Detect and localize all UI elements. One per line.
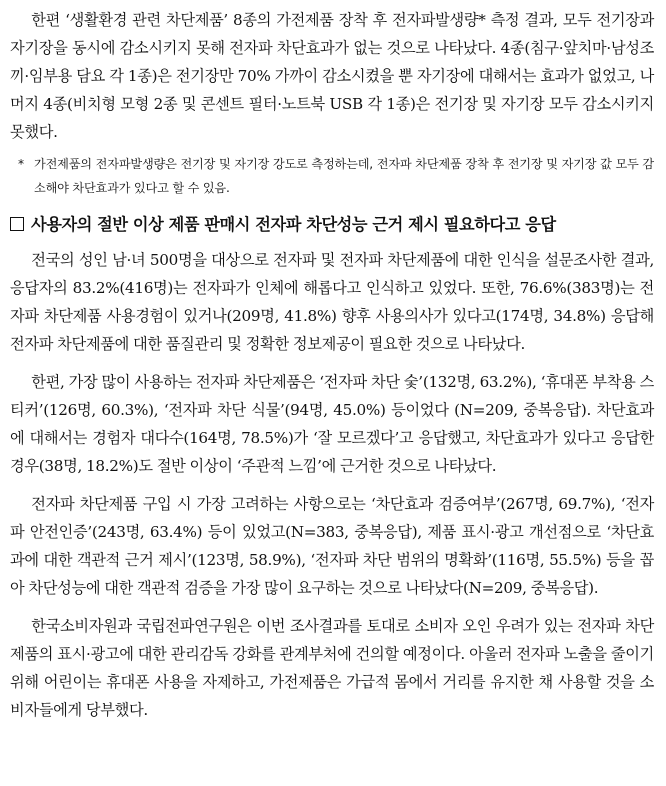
intro-paragraph: 한편 ‘생활환경 관련 차단제품’ 8종의 가전제품 장착 후 전자파발생량* 측정 결과, 모두 전기장과 자기장을 동시에 감소시키지 못해 전자파 차단효과가 없는 것으로 나타났다. 4종(침구·앞치마·남성조끼·임부용 담요 각 1종)은 전기장만 70% 가까이 감소시켰을 뿐 자기장에 대해서는 효과가 없었고, 나머지 4종(비치형 모형 2종 및 콘센트 필터·노트북 USB 각 1종)은 전기장 및 자기장 모두 감소시키지 못했다. <box>10 11 654 141</box>
purchase-criteria-paragraph: 전자파 차단제품 구입 시 가장 고려하는 사항으로는 ‘차단효과 검증여부’(267명, 69.7%), ‘전자파 안전인증’(243명, 63.4%) 등이 있었고(N=383, 중복응답), 제품 표시·광고 개선점으로 ‘차단효과에 대한 객관적 근거 제시’(123명, 58.9%), ‘전자파 차단 범위의 명확화’(116명, 55.5%) 등을 꼽아 차단성능에 대한 객관적 검증을 가장 많이 요구하는 것으로 나타났다(N=209, 중복응답). <box>10 495 654 597</box>
section-heading <box>10 210 654 240</box>
footnote-mark: * <box>18 157 24 171</box>
conclusion-paragraph: 한국소비자원과 국립전파연구원은 이번 조사결과를 토대로 소비자 오인 우려가 있는 전자파 차단제품의 표시·광고에 대한 관리감독 강화를 관계부처에 건의할 예정이다. 아울러 전자파 노출을 줄이기 위해 어린이는 휴대폰 사용을 자제하고, 가전제품은 가급적 몸에서 거리를 유지한 채 사용할 것을 소비자들에게 당부했다. <box>10 617 654 719</box>
usage-paragraph: 한편, 가장 많이 사용하는 전자파 차단제품은 ‘전자파 차단 숯’(132명, 63.2%), ‘휴대폰 부착용 스티커’(126명, 60.3%), ‘전자파 차단 식물’(94명, 45.0%) 등이었다 (N=209, 중복응답). 차단효과에 대해서는 경험자 대다수(164명, 78.5%)가 ‘잘 모르겠다’고 응답했고, 차단효과가 있다고 응답한 경우(38명, 18.2%)도 절반 이상이 ‘주관적 느낌’에 근거한 것으로 나타났다. <box>10 373 654 475</box>
footnote-text: 가전제품의 전자파발생량은 전기장 및 자기장 강도로 측정하는데, 전자파 차단제품 장착 후 전기장 및 자기장 값 모두 감소해야 차단효과가 있다고 할 수 있음. <box>34 157 654 195</box>
footnote <box>10 152 654 200</box>
section-heading-text: 사용자의 절반 이상 제품 판매시 전자파 차단성능 근거 제시 필요하다고 응답 <box>31 215 556 234</box>
heading-checkbox-marker <box>10 217 24 231</box>
survey-paragraph: 전국의 성인 남·녀 500명을 대상으로 전자파 및 전자파 차단제품에 대한 인식을 설문조사한 결과, 응답자의 83.2%(416명)는 전자파가 인체에 해롭다고 인식하고 있었다. 또한, 76.6%(383명)는 전자파 차단제품 사용경험이 있거나(209명, 41.8%) 향후 사용의사가 있다고(174명, 34.8%) 응답해 전자파 차단제품에 대한 품질관리 및 정확한 정보제공이 필요한 것으로 나타났다. <box>10 251 654 353</box>
